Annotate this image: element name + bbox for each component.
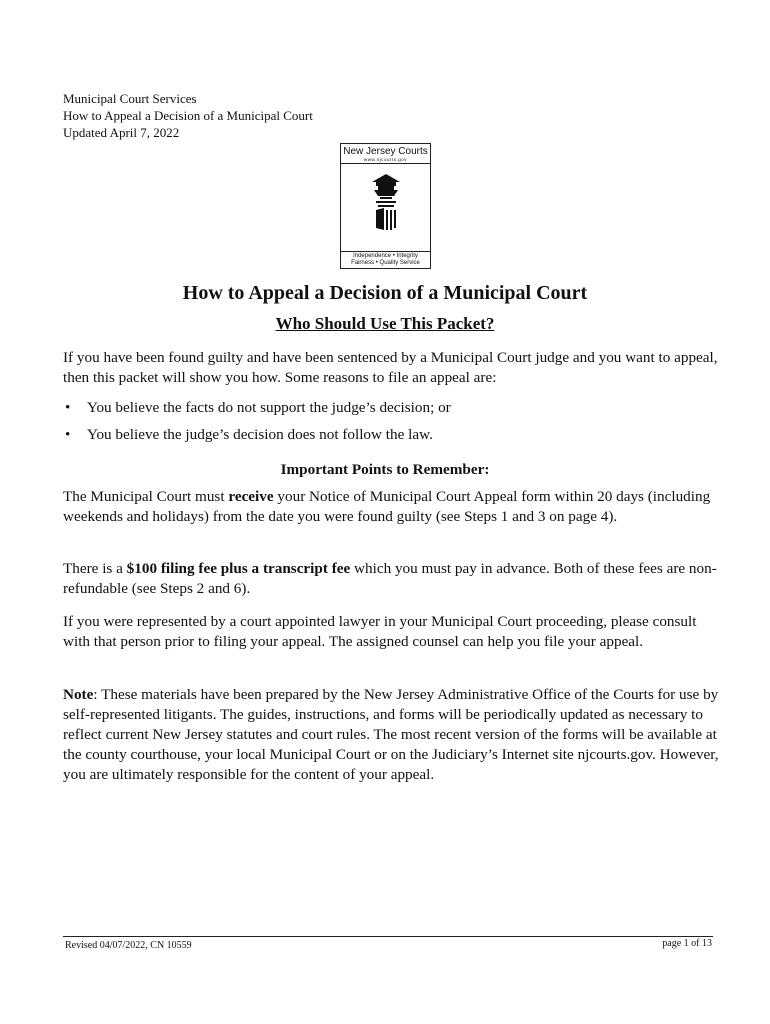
list-item: • You believe the facts do not support the judge’s decision; or bbox=[63, 398, 703, 418]
deadline-emphasis: receive bbox=[228, 488, 274, 505]
header-department: Municipal Court Services bbox=[63, 91, 197, 106]
note-paragraph bbox=[63, 685, 723, 785]
footer-divider bbox=[63, 936, 713, 937]
important-points-heading: Important Points to Remember: bbox=[280, 461, 490, 478]
logo-motto-line-1: Independence • Integrity bbox=[353, 253, 418, 259]
page-title: How to Appeal a Decision of a Municipal Court bbox=[182, 282, 588, 304]
deadline-paragraph bbox=[63, 487, 723, 527]
fees-emphasis: $100 filing fee plus a transcript fee bbox=[126, 560, 351, 577]
footer-revision: Revised 04/07/2022, CN 10559 bbox=[65, 940, 192, 951]
deadline-text-end: your Notice of Municipal Court Appeal form within 20 days (including weekends and holidays) from the date you were found guilty (see Steps 1 and 3 on page 4). bbox=[63, 488, 711, 525]
nj-courts-logo bbox=[340, 143, 431, 269]
list-item: • You believe the judge’s decision does not follow the law. bbox=[63, 425, 703, 445]
header-document-title: How to Appeal a Decision of a Municipal Court bbox=[63, 108, 313, 123]
fees-paragraph bbox=[63, 559, 723, 599]
footer-page-number: page 1 of 13 bbox=[662, 938, 712, 949]
logo-url: www.njcourts.gov bbox=[341, 157, 430, 164]
fees-text-end: which you must pay in advance. Both of these fees are non-refundable (see Steps 2 and 6). bbox=[63, 560, 717, 597]
lawyer-paragraph: If you were represented by a court appointed lawyer in your Municipal Court proceeding, please consult with that person prior to filing your appeal. The assigned counsel can help you file your appeal. bbox=[63, 613, 697, 650]
logo-motto bbox=[341, 251, 430, 267]
logo-motto-line-2: Fairness • Quality Service bbox=[351, 260, 420, 266]
note-label: Note bbox=[63, 686, 94, 703]
courthouse-column-icon bbox=[364, 172, 408, 234]
fees-text-start: There is a bbox=[63, 560, 127, 577]
section-heading-who-should-use: Who Should Use This Packet? bbox=[275, 314, 495, 333]
header-updated-date: Updated April 7, 2022 bbox=[63, 125, 180, 140]
intro-paragraph: If you have been found guilty and have been sentenced by a Municipal Court judge and you want to appeal, then this packet will show you how. Some reasons to file an appeal are: bbox=[63, 349, 718, 386]
deadline-text-start: The Municipal Court must bbox=[63, 488, 229, 505]
logo-title: New Jersey Courts bbox=[343, 146, 428, 157]
note-text: : These materials have been prepared by the New Jersey Administrative Office of the Courts for use by self-represented litigants. The guides, instructions, and forms will be periodically updated as necessary to reflect current New Jersey statutes and court rules. The most recent version of the forms will be available at the county courthouse, your local Municipal Court or on the Judiciary’s Internet site njcourts.gov. However, you are ultimately responsible for the content of your appeal. bbox=[63, 686, 719, 783]
appeal-reasons-list bbox=[63, 398, 703, 452]
document-header bbox=[63, 90, 313, 141]
